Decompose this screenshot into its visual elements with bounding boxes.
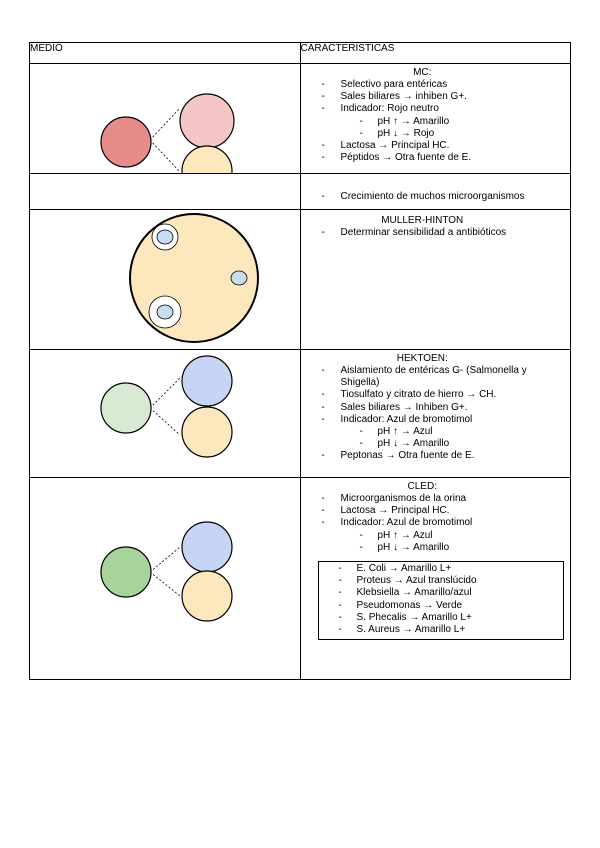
- list-subitem: - pH ↓ → Amarillo: [301, 542, 567, 554]
- hektoen-diagram: [30, 350, 299, 477]
- list-item: - Klebsiella → Amarillo/azul: [319, 587, 560, 599]
- list-subitem: - pH ↑ → Amarillo: [301, 116, 567, 128]
- list-item: - Selectivo para entéricas: [301, 79, 567, 91]
- mc-diagram: [30, 64, 299, 173]
- list-subitem: - pH ↓ → Rojo: [301, 128, 567, 140]
- medio-cell-muller-hinton: [30, 210, 301, 350]
- hektoen-list: [301, 365, 571, 463]
- muller-hinton-list: [301, 227, 571, 239]
- muller-hinton-diagram: [30, 210, 299, 349]
- medio-cell-mc: [30, 64, 301, 174]
- caracteristicas-cell-general: [300, 174, 571, 210]
- list-item: - Microorganismos de la orina: [301, 493, 567, 505]
- caracteristicas-cell-muller-hinton: [300, 210, 571, 350]
- general-list: [301, 191, 571, 203]
- list-item: - S. Aureus → Amarillo L+: [319, 624, 560, 636]
- list-item: - Indicador: Azul de bromotimol: [301, 414, 567, 426]
- row-muller-hinton: [30, 210, 571, 350]
- list-subitem: - pH ↑ → Azul: [301, 426, 567, 438]
- cled-top-right-circle: [182, 522, 232, 572]
- list-item: - Determinar sensibilidad a antibióticos: [301, 227, 567, 239]
- cled-left-circle: [101, 547, 151, 597]
- header-caracteristicas: CARACTERÍSTICAS: [300, 43, 571, 64]
- row-general: [30, 174, 571, 210]
- list-item: - Aislamiento de entéricas G- (Salmonella y Shigella): [301, 365, 567, 389]
- caracteristicas-cell-hektoen: [300, 350, 571, 478]
- mc-top-right-circle: [180, 94, 234, 148]
- row-mc: [30, 64, 571, 174]
- header-row: [30, 43, 571, 64]
- list-item: - Péptidos → Otra fuente de E.: [301, 152, 567, 164]
- mh-disc-2: [231, 271, 247, 285]
- hektoen-top-right-circle: [182, 356, 232, 406]
- list-item: - Sales biliares → Inhiben G+.: [301, 402, 567, 414]
- list-item: - Lactosa → Principal HC.: [301, 140, 567, 152]
- list-subitem: - pH ↑ → Azul: [301, 530, 567, 542]
- list-subitem: - pH ↓ → Amarillo: [301, 438, 567, 450]
- row-cled: [30, 478, 571, 680]
- list-item: - Pseudomonas → Verde: [319, 600, 560, 612]
- hektoen-bottom-right-circle: [182, 407, 232, 457]
- medio-cell-general: [30, 174, 301, 210]
- cled-organism-list: [319, 563, 564, 636]
- header-medio: MEDIO: [30, 43, 301, 64]
- hektoen-title: HEKTOEN:: [396, 353, 448, 364]
- caracteristicas-cell-cled: [300, 478, 571, 680]
- list-item: - Proteus → Azul translúcido: [319, 575, 560, 587]
- media-table: [29, 42, 571, 680]
- list-item: - Indicador: Rojo neutro: [301, 103, 567, 115]
- cled-list: [301, 493, 571, 554]
- list-item: - Indicador: Azul de bromotimol: [301, 517, 567, 529]
- cled-organism-box: [318, 561, 565, 640]
- mc-bottom-right-circle: [182, 146, 232, 173]
- mc-list: [301, 79, 571, 164]
- cled-bottom-right-circle: [182, 571, 232, 621]
- medio-cell-hektoen: [30, 350, 301, 478]
- caracteristicas-cell-mc: [300, 64, 571, 174]
- mh-disc-1: [157, 230, 173, 244]
- list-item: - Lactosa → Principal HC.: [301, 505, 567, 517]
- cled-diagram: [30, 478, 299, 679]
- mc-left-circle: [101, 117, 151, 167]
- list-item: - Peptonas → Otra fuente de E.: [301, 450, 567, 462]
- row-hektoen: [30, 350, 571, 478]
- list-item: - Crecimiento de muchos microorganismos: [301, 191, 567, 203]
- list-item: - Sales biliares → inhiben G+.: [301, 91, 567, 103]
- medio-cell-cled: [30, 478, 301, 680]
- list-item: - S. Phecalis → Amarillo L+: [319, 612, 560, 624]
- cled-title: CLED:: [407, 481, 437, 492]
- mc-title: MC:: [413, 67, 432, 78]
- list-item: - E. Coli → Amarillo L+: [319, 563, 560, 575]
- list-item: - Tiosulfato y citrato de hierro → CH.: [301, 389, 567, 401]
- mh-disc-3: [157, 305, 173, 319]
- muller-hinton-title: MULLER-HINTON: [381, 215, 464, 226]
- hektoen-left-circle: [101, 383, 151, 433]
